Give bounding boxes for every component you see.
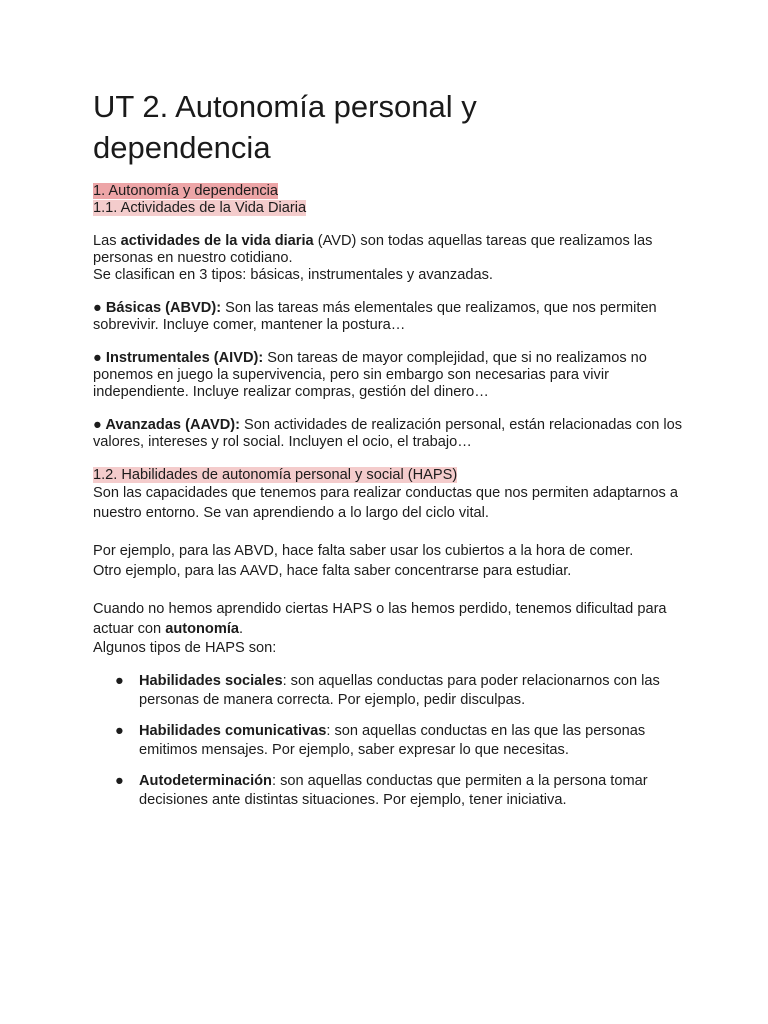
avd-intro-suffix: (AVD) son todas aquellas tareas que realizamos las personas en nuestro cotidiano. [93,233,653,266]
section-1-heading: 1. Autonomía y dependencia [93,183,278,199]
haps-examples-paragraph [93,542,683,581]
haps-type-term: Autodeterminación [139,772,272,789]
haps-type-term: Habilidades sociales [139,672,283,689]
haps-types-intro: Algunos tipos de HAPS son: [93,640,277,656]
haps-type-text: : son aquellas conductas que permiten a la persona tomar decisiones ante distintas situaciones. Por ejemplo, tener iniciativa. [139,772,648,808]
avd-type-basicas [93,300,683,334]
avd-type-text: Son las tareas más elementales que realizamos, que nos permiten sobrevivir. Incluye comer, mantener la postura… [93,300,657,333]
haps-type-text: : son aquellas conductas para poder relacionarnos con las personas de manera correcta. Por ejemplo, pedir disculpas. [139,672,660,708]
document-title: UT 2. Autonomía personal y dependencia [93,89,477,165]
haps-example-1: Por ejemplo, para las ABVD, hace falta saber usar los cubiertos a la hora de comer. [93,543,634,559]
avd-intro-prefix: Las [93,233,121,249]
haps-example-2: Otro ejemplo, para las AAVD, hace falta saber concentrarse para estudiar. [93,562,572,579]
haps-definition-paragraph: Son las capacidades que tenemos para realizar conductas que nos permiten adaptarnos a nuestro entorno. Se van aprendiendo a lo largo del ciclo vital. [93,485,678,521]
list-item [93,672,683,711]
list-item [93,772,683,811]
section-1-2-heading-block [93,467,683,484]
bullet-icon: ● [115,672,124,689]
avd-type-term: Instrumentales (AIVD): [105,350,264,366]
bullet-icon: ● [93,417,102,433]
haps-types-list [93,672,683,811]
haps-type-term: Habilidades comunicativas [139,722,327,739]
avd-type-instrumentales [93,350,683,401]
section-1-1-subheading: 1.1. Actividades de la Vida Diaria [93,200,307,216]
avd-type-text: Son tareas de mayor complejidad, que si no realizamos no ponemos en juego la supervivencia, pero sin embargo son necesarias para vivir independiente. Incluye realizar compras, gestión del dinero… [93,350,647,400]
avd-type-avanzadas [93,417,683,451]
avd-term: actividades de la vida diaria [120,233,314,249]
avd-classification-line: Se clasifican en 3 tipos: básicas, instrumentales y avanzadas. [93,267,493,283]
list-item [93,722,683,761]
bullet-icon: ● [93,300,102,316]
haps-autonomy-suffix: . [238,620,244,637]
avd-type-term: Avanzadas (AAVD): [105,417,240,433]
bullet-icon: ● [115,722,124,739]
haps-type-text: : son aquellas conductas en las que las personas emitimos mensajes. Por ejemplo, saber expresar lo que necesitas. [139,722,646,758]
avd-type-text: Son actividades de realización personal, están relacionadas con los valores, intereses y rol social. Incluyen el ocio, el trabajo… [93,417,683,450]
haps-autonomy-prefix: Cuando no hemos aprendido ciertas HAPS o las hemos perdido, tenemos dificultad para actuar con [93,601,667,637]
bullet-icon: ● [93,350,102,366]
avd-type-term: Básicas (ABVD): [105,300,222,316]
haps-autonomy-paragraph [93,600,683,659]
autonomy-term: autonomía [165,620,239,637]
section-1-heading-block [93,183,683,217]
section-1-2-heading: 1.2. Habilidades de autonomía personal y social (HAPS) [93,467,458,483]
document-body [93,183,683,822]
avd-intro-paragraph [93,233,683,284]
bullet-icon: ● [115,772,124,789]
